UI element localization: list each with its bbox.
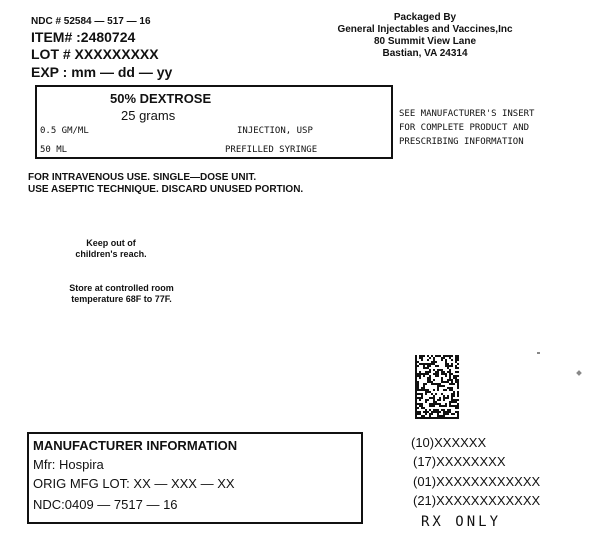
code-01: (01)XXXXXXXXXXXX (413, 474, 541, 489)
insert-note-line: SEE MANUFACTURER'S INSERT (399, 109, 535, 119)
product-form: INJECTION, USP (237, 126, 313, 136)
storage-line: Store at controlled room (69, 283, 174, 293)
packager-city: Bastian, VA 24314 (382, 48, 468, 59)
item-number: ITEM# :2480724 (31, 29, 136, 45)
usage-line: USE ASEPTIC TECHNIQUE. DISCARD UNUSED PORTION. (28, 184, 304, 195)
insert-note (399, 107, 534, 149)
usage-instructions (28, 172, 303, 196)
product-box (35, 85, 393, 159)
product-concentration: 0.5 GM/ML (40, 126, 89, 136)
product-volume: 50 ML (40, 145, 68, 155)
manufacturer-ndc: NDC:0409 — 7517 — 16 (33, 497, 178, 512)
lot-number: LOT # XXXXXXXXX (31, 46, 159, 62)
ndc-number: NDC # 52584 — 517 — 16 (31, 16, 151, 27)
storage-instructions (44, 283, 199, 305)
product-amount: 25 grams (121, 108, 176, 123)
child-warning (56, 238, 166, 260)
rx-only: RX ONLY (421, 514, 502, 530)
warning-line: children's reach. (75, 249, 147, 259)
packager-name: General Injectables and Vaccines,Inc (337, 24, 513, 35)
warning-line: Keep out of (86, 238, 136, 248)
insert-note-line: FOR COMPLETE PRODUCT AND (399, 123, 530, 133)
stray-mark (537, 352, 540, 354)
manufacturer-heading: MANUFACTURER INFORMATION (33, 438, 238, 453)
usage-line: FOR INTRAVENOUS USE. SINGLE—DOSE UNIT. (28, 172, 257, 183)
code-21: (21)XXXXXXXXXXXX (413, 493, 541, 508)
product-name: 50% DEXTROSE (110, 91, 212, 106)
manufacturer-name: Mfr: Hospira (33, 457, 104, 472)
original-lot: ORIG MFG LOT: XX — XXX — XX (33, 476, 235, 491)
storage-line: temperature 68F to 77F. (71, 294, 172, 304)
stray-mark (576, 370, 582, 376)
code-17: (17)XXXXXXXX (413, 454, 506, 469)
packager-info (310, 12, 540, 60)
packager-label: Packaged By (393, 12, 457, 23)
datamatrix-barcode-icon (415, 355, 459, 419)
packager-street: 80 Summit View Lane (373, 36, 477, 47)
code-10: (10)XXXXXX (411, 435, 487, 450)
insert-note-line: PRESCRIBING INFORMATION (399, 137, 524, 147)
expiration-date: EXP : mm — dd — yy (31, 64, 173, 80)
product-package: PREFILLED SYRINGE (225, 145, 318, 155)
